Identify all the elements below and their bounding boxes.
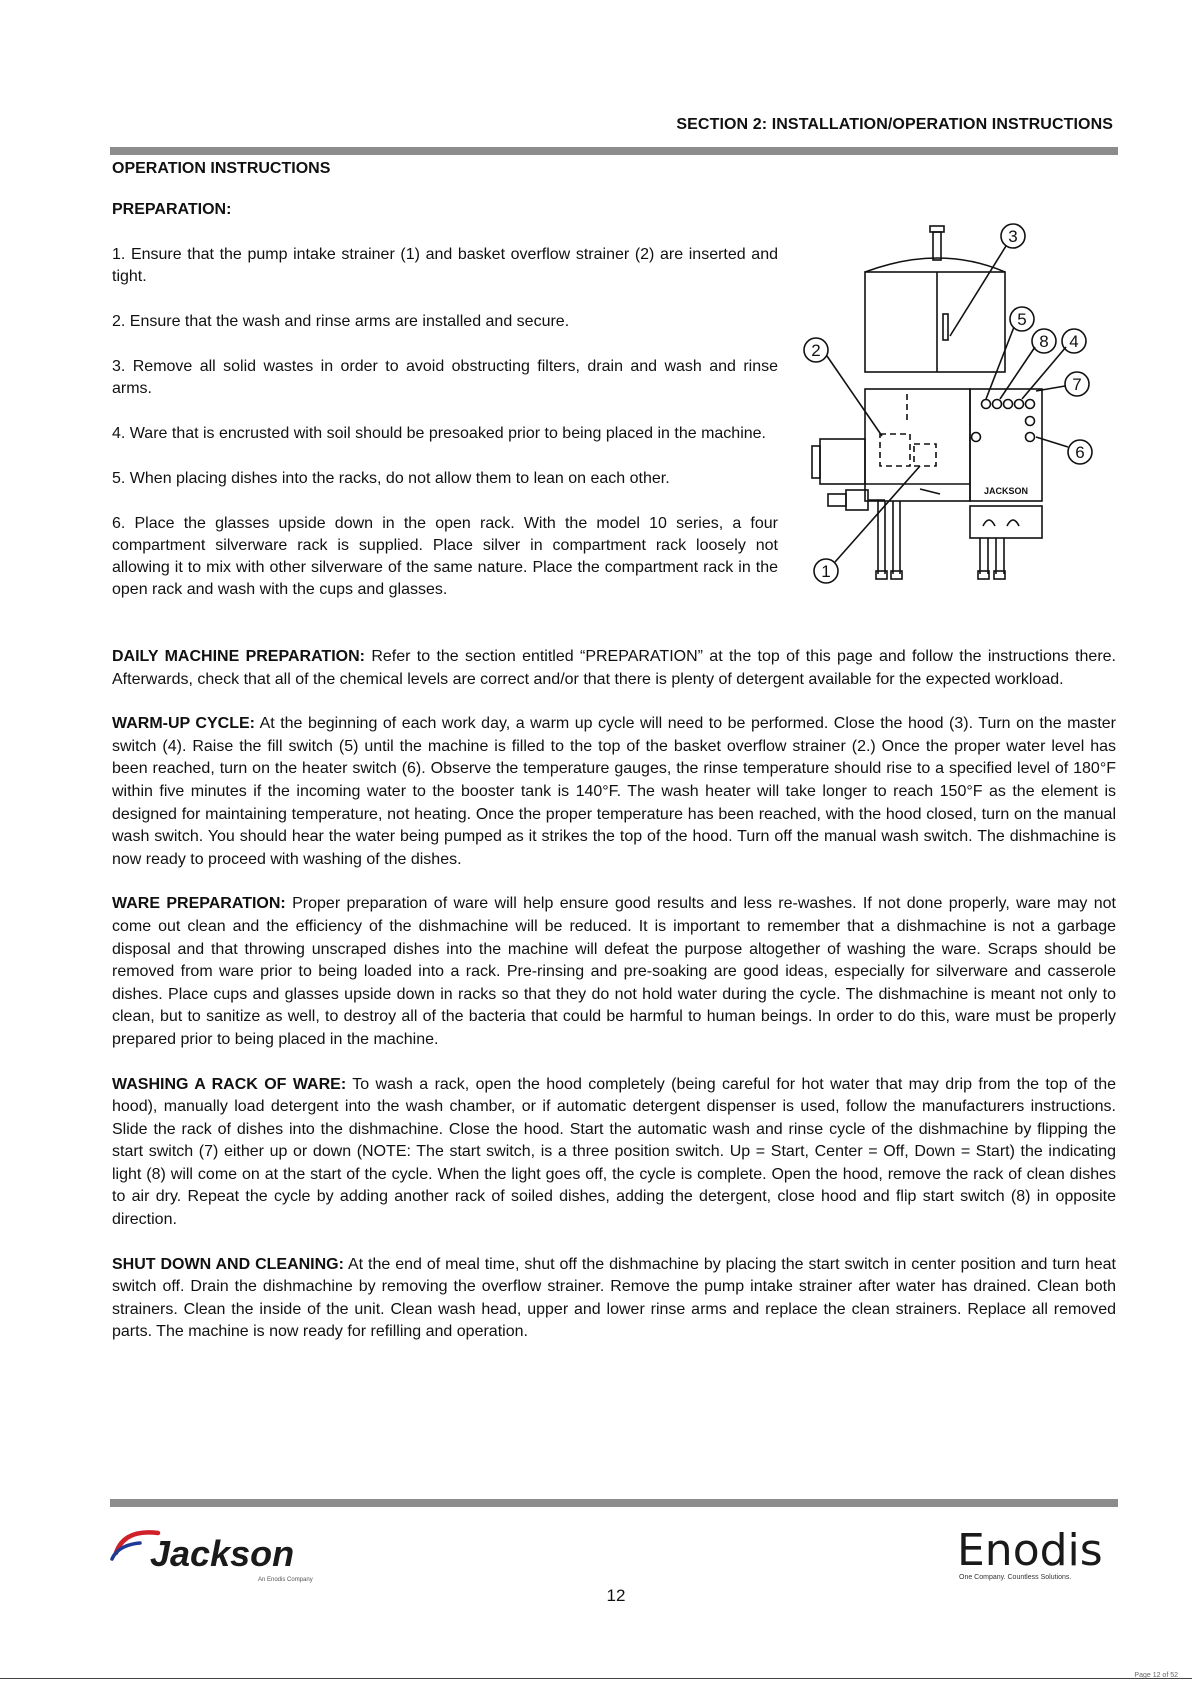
callout-7: 7 <box>1072 375 1082 394</box>
footer-rule <box>110 1499 1118 1507</box>
heading-shut-down: SHUT DOWN AND CLEANING: <box>112 1255 344 1273</box>
paragraph-shut-down <box>112 1254 1116 1344</box>
page-bottom-line <box>0 1678 1192 1679</box>
text-warm-up: At the beginning of each work day, a warm up cycle will need to be performed. Close the hood (3). Turn on the master switch (4). Raise the fill switch (5) until the machine is filled to the top of the basket overflow strainer (2.) Once the proper water level has been reached, turn on the heater switch (6). Observe the temperature gauges, the rinse temperature should rise to a specified level of 180°F within five minutes if the incoming water to the booster tank is 140°F. The wash heater will take longer to reach 150°F as the element is designed for maintaining temperature, not heating. Once the proper temperature has been reached, with the hood closed, turn on the manual wash switch. You should hear the water being pumped as it strikes the top of the hood. Turn off the manual wash switch. The dishmachine is now ready to proceed with washing of the dishes. <box>112 715 1117 868</box>
text-ware-preparation: Proper preparation of ware will help ensure good results and less re-washes. If not done properly, ware may not come out clean and the efficiency of the dishmachine will be reduced. It is important to remember that a dishmachine is not a garbage disposal and that throwing unscraped dishes into the machine will defeat the purpose altogether of washing the ware. Scraps should be removed from ware prior to being loaded into a rack. Pre-rinsing and pre-soaking are good ideas, especially for silverware and casserole dishes. Place cups and glasses upside down in racks so that they do not hold water during the cycle. The dishmachine is meant not only to clean, but to sanitize as well, to destroy all of the bacteria that could be harmful to human beings. In order to do this, ware must be properly prepared prior to being placed in the machine. <box>112 895 1116 1048</box>
preparation-title: PREPARATION: <box>112 201 232 218</box>
dishmachine-diagram <box>790 214 1120 634</box>
paragraph-washing-rack <box>112 1074 1116 1232</box>
jackson-wordmark: Jackson <box>150 1533 295 1574</box>
jackson-logo <box>110 1515 340 1585</box>
heading-daily-preparation: DAILY MACHINE PREPARATION: <box>112 648 365 665</box>
preparation-item: 6. Place the glasses upside down in the open rack. With the model 10 series, a four compartment silverware rack is supplied. Place silver in compartment rack loosely not allowing it to mix with other silverware of the same nature. Place the compartment rack in the open rack and wash with the cups and glasses. <box>112 515 778 598</box>
header-rule <box>110 147 1118 155</box>
text-shut-down: At the end of meal time, shut off the dishmachine by placing the start switch in center position and turn heat switch off. Drain the dishmachine by removing the overflow strainer. Remove the pump intake strainer after water has drained. Clean both strainers. Clean the inside of the unit. Clean wash head, upper and lower rinse arms and replace the clean strainers. Replace all removed parts. The machine is now ready for refilling and operation. <box>112 1255 1117 1341</box>
jackson-tagline: An Enodis Company <box>258 1577 313 1583</box>
heading-ware-preparation: WARE PREPARATION: <box>112 895 286 913</box>
callout-6: 6 <box>1075 443 1085 462</box>
callout-3: 3 <box>1008 227 1018 246</box>
section-header: SECTION 2: INSTALLATION/OPERATION INSTRUCTIONS <box>676 116 1113 133</box>
callout-8: 8 <box>1039 332 1049 351</box>
callout-2: 2 <box>811 341 821 360</box>
paragraph-daily-preparation <box>112 646 1116 691</box>
preparation-item: 4. Ware that is encrusted with soil should be presoaked prior to being placed in the machine. <box>112 425 766 442</box>
panel-label: JACKSON <box>983 486 1029 496</box>
callout-5: 5 <box>1017 310 1027 329</box>
corner-note: Page 12 of 52 <box>1134 1672 1178 1679</box>
text-washing-rack: To wash a rack, open the hood completely (being careful for hot water that may drip from the top of the hood), manually load detergent into the wash chamber, or if automatic detergent dispenser is used, follow the manufacturers instructions. Slide the rack of dishes into the dishmachine. Close the hood. Start the automatic wash and rinse cycle of the dishmachine by flipping the start switch (7) either up or down (NOTE: The start switch, is a three position switch. Up = Start, Center = Off, Down = Start) the indicating light (8) will come on at the start of the cycle. When the light goes off, the cycle is complete. Open the hood, remove the rack of clean dishes to air dry. Repeat the cycle by adding another rack of soiled dishes, adding the detergent, close hood and flip start switch (8) in opposite direction. <box>112 1075 1117 1229</box>
heading-warm-up: WARM-UP CYCLE: <box>112 715 255 733</box>
preparation-item: 3. Remove all solid wastes in order to avoid obstructing filters, drain and wash and rinse arms. <box>112 358 778 397</box>
enodis-wordmark: Enodis <box>957 1525 1103 1576</box>
paragraph-ware-preparation <box>112 893 1116 1051</box>
operation-title: OPERATION INSTRUCTIONS <box>112 160 331 177</box>
heading-washing-rack: WASHING A RACK OF WARE: <box>112 1075 347 1093</box>
callout-1: 1 <box>821 562 831 581</box>
paragraph-warm-up <box>112 713 1116 871</box>
text-daily-preparation: Refer to the section entitled “PREPARATION” at the top of this page and follow the instructions there. Afterwards, check that all of the chemical levels are correct and/or that there is plenty of detergent available for the expected workload. <box>112 648 1116 688</box>
callout-4: 4 <box>1069 332 1079 351</box>
page-number: 12 <box>606 1586 626 1605</box>
preparation-item: 2. Ensure that the wash and rinse arms are installed and secure. <box>112 313 570 330</box>
preparation-item: 5. When placing dishes into the racks, do not allow them to lean on each other. <box>112 470 670 487</box>
preparation-item: 1. Ensure that the pump intake strainer (1) and basket overflow strainer (2) are inserted and tight. <box>112 246 778 285</box>
preparation-list <box>112 244 778 624</box>
enodis-logo <box>955 1515 1120 1585</box>
enodis-tagline: One Company. Countless Solutions. <box>959 1574 1072 1581</box>
instructions-body <box>112 646 1116 1366</box>
